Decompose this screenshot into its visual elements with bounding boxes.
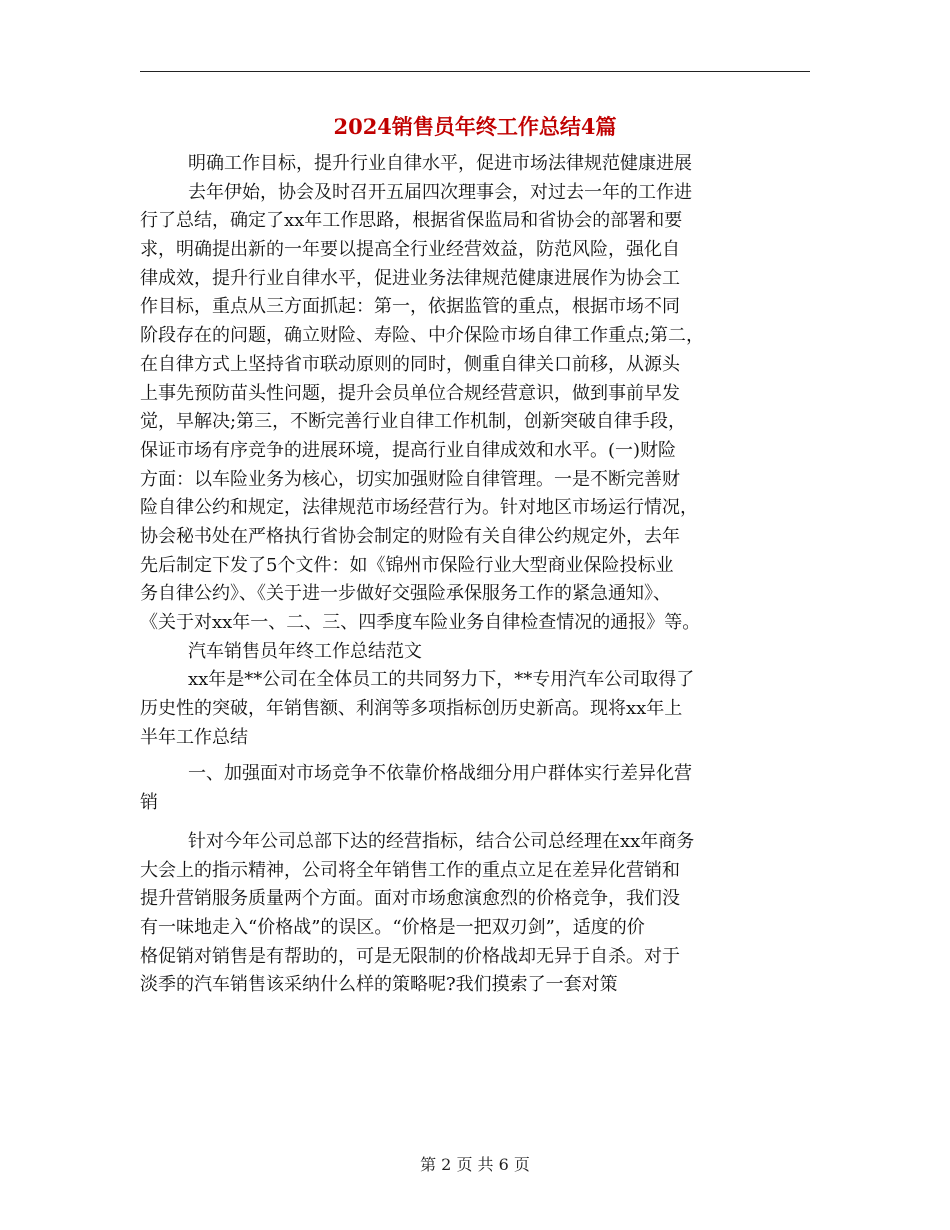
body-line: 行了总结，确定了xx年工作思路，根据省保监局和省协会的部署和要 [140,210,683,232]
subsection-heading: 一、加强面对市场竞争不依靠价格战细分用户群体实行差异化营 [188,763,692,785]
section-heading: 汽车销售员年终工作总结范文 [188,640,422,662]
body-line: 作目标，重点从三方面抓起：第一，依据监管的重点，根据市场不同 [140,296,680,318]
body-line: 协会秘书处在严格执行省协会制定的财险有关自律公约规定外，去年 [140,525,680,547]
body-line: 半年工作总结 [140,726,248,748]
body-line: 务自律公约》、《关于进一步做好交强险承保服务工作的紧急通知》、 [140,583,671,605]
body-line: 阶段存在的问题，确立财险、寿险、中介保险市场自律工作重点;第二， [140,325,705,347]
document-body [140,150,810,1000]
body-line: 格促销对销售是有帮助的，可是无限制的价格战却无异于自杀。对于 [140,945,680,967]
body-line: 针对今年公司总部下达的经营指标，结合公司总经理在xx年商务 [188,830,695,852]
body-line: 销 [140,792,158,814]
body-line: 上事先预防苗头性问题，提升会员单位合规经营意识，做到事前早发 [140,382,680,404]
document-title: 2024销售员年终工作总结4篇 [333,114,617,139]
body-line: 方面：以车险业务为核心，切实加强财险自律管理。一是不断完善财 [140,468,680,490]
body-line: 《关于对xx年一、二、三、四季度车险业务自律检查情况的通报》等。 [140,612,701,633]
body-line: 明确工作目标，提升行业自律水平，促进市场法律规范健康进展 [188,153,692,174]
page-number: 第 2 页 共 6 页 [420,1155,530,1174]
body-line: 淡季的汽车销售该采纳什么样的策略呢?我们摸索了一套对策 [140,974,618,996]
body-line: 在自律方式上坚持省市联动原则的同时，侧重自律关口前移，从源头 [140,353,680,375]
body-line: 险自律公约和规定，法律规范市场经营行为。针对地区市场运行情况， [140,497,698,519]
body-line: 去年伊始，协会及时召开五届四次理事会，对过去一年的工作进 [188,181,692,203]
body-line: 保证市场有序竞争的进展环境，提高行业自律成效和水平。(一)财险 [140,439,677,461]
body-line: 大会上的指示精神，公司将全年销售工作的重点立足在差异化营销和 [140,859,680,881]
header-rule [140,71,810,72]
body-line: 觉，早解决;第三，不断完善行业自律工作机制，创新突破自律手段， [140,411,687,433]
body-line: 提升营销服务质量两个方面。面对市场愈演愈烈的价格竞争，我们没 [140,888,680,910]
body-line: 律成效，提升行业自律水平，促进业务法律规范健康进展作为协会工 [140,267,680,289]
body-line: 有一味地走入“价格战”的误区。“价格是一把双刃剑”，适度的价 [140,916,645,938]
body-line: 先后制定下发了5个文件：如《锦州市保险行业大型商业保险投标业 [140,554,674,576]
body-line: 历史性的突破，年销售额、利润等多项指标创历史新高。现将xx年上 [140,698,683,720]
body-line: xx年是**公司在全体员工的共同努力下，**专用汽车公司取得了 [188,669,695,691]
body-line: 求，明确提出新的一年要以提高全行业经营效益，防范风险，强化自 [140,239,680,261]
